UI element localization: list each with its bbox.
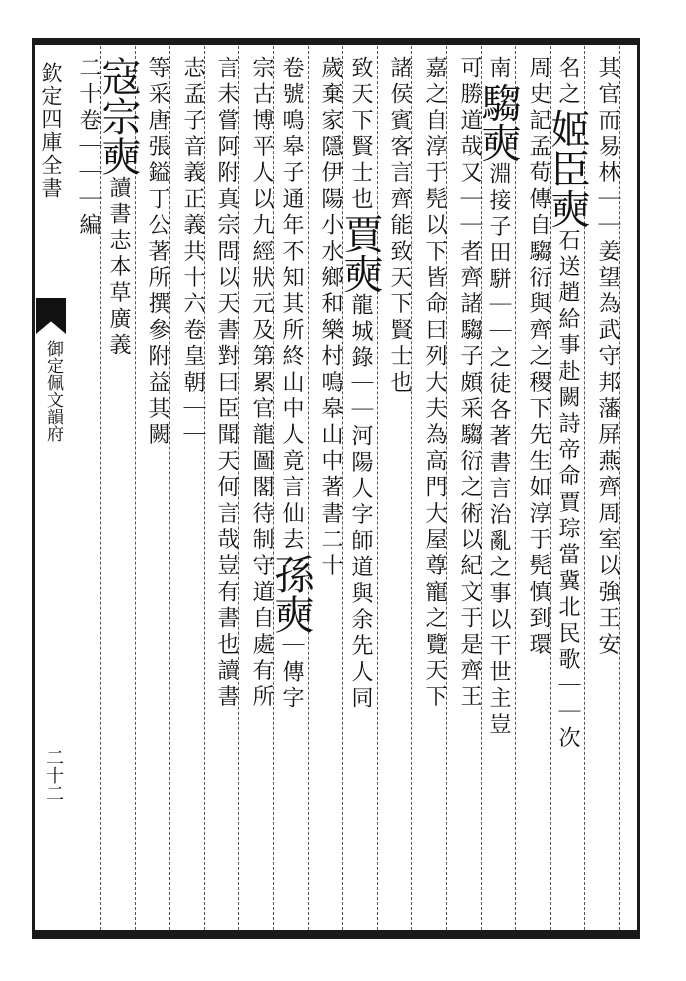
text-column <box>475 56 521 926</box>
text-column <box>454 56 484 926</box>
text-column <box>315 56 345 926</box>
entry-headword: 宗 <box>95 96 141 136</box>
text-column <box>177 56 207 926</box>
text-run: 歲棄家隱伊陽小水鄉和樂村鳴皋山中著書二十 <box>318 56 343 580</box>
text-run: 淵接子田駢｜｜之徒各著書言治亂之事以干世主豈 <box>486 162 511 739</box>
text-column <box>419 56 449 926</box>
entry-headword: 騶 <box>475 82 521 123</box>
text-column <box>142 56 172 926</box>
text-run: 易林 <box>595 134 620 188</box>
book-title: 欽定四庫全書 <box>39 62 63 200</box>
text-column <box>73 56 103 926</box>
volume-title: 御定佩文韻府 <box>43 340 63 442</box>
text-run: 志孟子音義正義共十六卷皇朝｜｜ <box>180 56 205 449</box>
text-column <box>384 56 414 926</box>
top-border <box>32 38 640 45</box>
entry-headword: 臣 <box>544 148 590 189</box>
text-run: 龍城錄｜｜河陽人字師道與余先人同 <box>348 293 373 713</box>
text-run: 諸侯賓客言齊能 <box>387 56 412 240</box>
text-run: 可勝道哉又｜｜者齊諸騶子頗采騶衍之術以紀文于是齊王 <box>457 56 482 711</box>
text-column <box>592 56 622 926</box>
entry-headword: 賈 <box>337 213 383 254</box>
text-run: 二十卷｜｜｜編 <box>76 56 101 240</box>
text-run: 等采唐張鎰丁公著所撰參附益其闕 <box>145 56 170 449</box>
entry-headword: 奭 <box>544 188 590 229</box>
text-column <box>268 56 314 926</box>
text-run: 其官而 <box>595 56 620 135</box>
entry-headword: 孫 <box>268 553 314 594</box>
entry-headword: 寇 <box>95 56 141 96</box>
page-number: 二十二 <box>43 748 64 802</box>
text-run: 讀書志本草廣義 <box>106 176 131 360</box>
text-column <box>211 56 241 926</box>
text-column <box>246 56 276 926</box>
text-run: 南 <box>486 56 511 83</box>
text-run: 周 <box>526 56 551 83</box>
text-column <box>337 56 383 926</box>
text-run: 致天下賢士也 <box>348 56 373 214</box>
text-run: ｜｜姜望為武守邦藩屏燕齊周室以強王安 <box>595 187 620 659</box>
text-run: 卷號鳴皋子通年不知其所終山中人竟言仙去 <box>279 56 304 554</box>
text-column <box>523 56 553 926</box>
entry-headword: 奭 <box>95 136 141 176</box>
text-column <box>95 56 141 926</box>
right-border <box>637 38 640 939</box>
text-run: 名之 <box>555 56 580 109</box>
entry-headword: 奭 <box>475 122 521 163</box>
text-column <box>544 56 590 926</box>
text-run: 宗古博平人以九經狀元及第累官龍圖閣待制守道自處有所 <box>249 56 274 711</box>
text-run: 致天下賢士也 <box>387 239 412 397</box>
entry-headword: 姬 <box>544 108 590 149</box>
entry-headword: 奭 <box>337 253 383 294</box>
text-run: 史記孟荀傳自騶衍與齊之稷下先生如淳于髡慎到環 <box>526 82 551 659</box>
entry-headword: 奭 <box>268 593 314 634</box>
text-run: 言未嘗阿附真宗問以天書對曰臣聞天何言哉豈有書也讀書 <box>214 56 239 711</box>
text-run: ｜傳字 <box>279 633 304 713</box>
text-run: 石送趙給事赴闕詩帝命賈琮當冀北民歌｜｜次 <box>555 228 580 753</box>
fishtail-mark <box>36 298 66 334</box>
text-run: 嘉之自淳于髡以下皆命曰列大夫為高門大屋尊寵之覽天下 <box>422 56 447 711</box>
bottom-border <box>32 930 640 939</box>
